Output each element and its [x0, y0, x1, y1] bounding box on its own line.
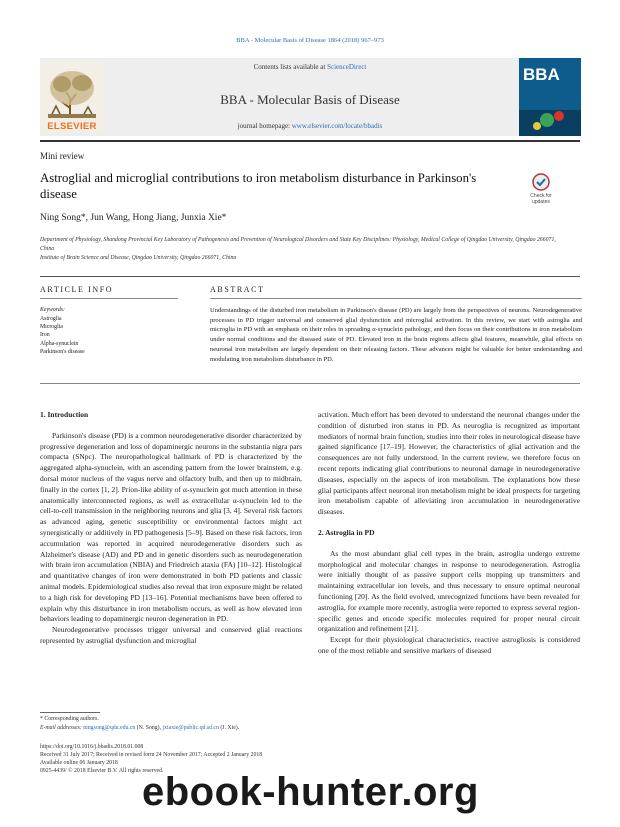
- affiliation-2: Institute of Brain Science and Disease, Qingdao University, Qingdao 266071, China: [40, 255, 237, 261]
- email-link-xie[interactable]: jxiaxie@public.qd.sd.cn: [162, 725, 219, 731]
- cover-text: BBA: [523, 65, 560, 84]
- affiliations: [40, 236, 570, 263]
- article-info-heading: ARTICLE INFO: [40, 285, 114, 294]
- check-updates-icon: [522, 172, 560, 206]
- received-dates: Received 31 July 2017; Received in revised form 24 November 2017; Accepted 2 January 2018: [40, 752, 263, 758]
- doi-link[interactable]: https://doi.org/10.1016/j.bbadis.2018.01.008: [40, 744, 144, 750]
- watermark-text: ebook-hunter.org: [142, 770, 479, 814]
- journal-reference[interactable]: BBA - Molecular Basis of Disease 1864 (2018) 967–973: [236, 37, 384, 44]
- homepage-prefix: journal homepage:: [237, 122, 292, 130]
- available-online: Available online 06 January 2018: [40, 760, 118, 766]
- sciencedirect-link[interactable]: ScienceDirect: [327, 63, 367, 71]
- check-for-updates-button[interactable]: [522, 172, 560, 206]
- keyword-item: Parkinson's disease: [40, 348, 85, 355]
- email-link-song[interactable]: ningsong@qdu.edu.cn: [83, 725, 136, 731]
- footnote-rule: [40, 712, 100, 713]
- introduction-heading: 1. Introduction: [40, 410, 89, 419]
- contents-prefix: Contents lists available at: [253, 63, 328, 71]
- body-paragraph: Neurodegenerative processes trigger universal and conserved glial reactions represented by astroglial dysfunction and microglial: [40, 625, 302, 645]
- homepage-line: [120, 122, 500, 130]
- astroglia-heading: 2. Astroglia in PD: [318, 527, 375, 537]
- article-info-rule: [40, 298, 178, 299]
- keyword-item: Astroglia: [40, 316, 62, 322]
- article-title: Astroglial and microglial contributions to iron metabolism disturbance in Parkinson's disease: [40, 171, 477, 201]
- body-paragraph: Except for their physiological characteristics, reactive astrogliosis is considered one of the most reliable and sensitive markers of diseased: [318, 635, 580, 655]
- keyword-item: Alpha-synuclein: [40, 340, 79, 347]
- copyright: 0925-4439/ © 2018 Elsevier B.V. All rights reserved.: [40, 768, 164, 774]
- body-column-left: [40, 410, 302, 647]
- info-top-rule: [40, 276, 580, 277]
- affiliation-1: Department of Physiology, Shandong Provincial Key Laboratory of Pathogenesis and Prevention of Neurological Disorders and State Key Disciplines: Physiology, Medical College of Qingdao University, Qingdao 266071, China: [40, 237, 556, 252]
- homepage-link[interactable]: www.elsevier.com/locate/bbadis: [291, 122, 383, 130]
- body-column-right: [318, 410, 580, 657]
- email-line: [40, 725, 239, 733]
- keyword-list: [40, 315, 85, 356]
- publisher-name: ELSEVIER: [47, 121, 97, 132]
- body-paragraph: Parkinson's disease (PD) is a common neurodegenerative disorder characterized by progressive degeneration and loss of dopaminergic neurons in the substantia nigra pars compacta (SNpc). The neuropathological hallmark of PD is characterized by the aggregated alpha-synuclein, with an ascending pattern from the lower brainstem, e.g. dorsal motor nucleus of the vagus nerve and olfactory bulb, and then up to midbrain, finally in the cortex [1, 2]. Prion-like ability of α-synuclein got much attention in these anatomically interconnected regions, as well as extracellular α-synuclein led to the cell-to-cell transmission in the neighboring neurons and glia [3, 4]. Several risk factors as advanced aging, genetic susceptibility or environmental factors might act synergistically or additively in PD pathogenesis [5–9]. Based on these risk factors, iron accumulation was reported in acquired neurodegenerative disorders such as Alzheimer's disease (AD) and PD and in genetic disorders such as neurodegeneration with brain iron accumulation (NBIA) and Friedreich ataxia (FA) [10–12]. Histological and quantitative changes of iron were demonstrated in both PD patients and classic animal models. Epidemiological studies also reveal that iron exposure might be related to a high risk for developing PD [13–16]. Potential mechanisms have been offered to explain why this disturbance in iron metabolism occurs, as well as how elevated iron behaviors leading to dopaminergic neuron degeneration in PD.: [40, 430, 302, 624]
- email-label: E-mail addresses:: [40, 725, 84, 731]
- check-updates-line2: updates: [532, 199, 550, 205]
- abstract-bottom-rule: [40, 383, 580, 384]
- body-paragraph: As the most abundant glial cell types in the brain, astroglia undergo extreme morphological and molecular changes in response to neurodegeneration. Astroglia were initially thought of as passive support cells mopping up transmitters and maintaining extracellular ion levels, and thus necessary to ensure optimal neuronal functioning [20]. As the field evolved, unrecognized functions have been revealed for astroglia, for example more recently, astroglia were reported to express several region-specific genes and encode specific molecules required for proper neural circuit organization and refinement [21].: [318, 548, 580, 634]
- keyword-item: Microglia: [40, 324, 63, 331]
- keywords-label: Keywords:: [40, 307, 65, 313]
- journal-title: BBA - Molecular Basis of Disease: [220, 92, 400, 107]
- contents-line: [120, 63, 500, 71]
- email-owner-song: (N. Song),: [135, 725, 163, 731]
- body-paragraph: activation. Much effort has been devoted to understand the neuronal changes under the condition of disturbed iron status in PD. As neuroglia is recognized as important mediators of normal brain function, studies into their roles in neurological disease have gained significance [17–19]. However, the characteristics of glial activation and the consequences are not fully understood. In the current review, we therefore focus on recent reports indicating glial contributions to neuronal damage in neurodegenerative diseases, especially on the aspects of iron metabolism. The explanations how these glial participants affect neuronal iron metabolism might be ideal prospects for targeting iron metabolism capable of alleviating iron accumulation in neurodegenerative diseases.: [318, 410, 580, 517]
- abstract-text: Understandings of the disturbed iron metabolism in Parkinson's disease (PD) are largely from the perspectives of neurons. Neurodegenerative processes in PD trigger universal and conserved glial dysfunction and microglial activation. In this review, we start with astroglia and microglia in PD with an emphasis on their roles in spreading α-synuclein pathology, and then focus on their contributions in iron metabolism under normal conditions and the diseased state of PD. Elevated iron in the brain regions affects glial features, meanwhile, glial effects on neuronal iron metabolism are largely dependent on their releasing factors. These advances might be valuable for better understanding and modulating iron metabolism disturbance in PD.: [210, 307, 582, 363]
- author-list: Ning Song*, Jun Wang, Hong Jiang, Junxia Xie*: [40, 213, 227, 223]
- abstract-rule: [210, 298, 582, 299]
- article-type: Mini review: [40, 151, 85, 161]
- corresponding-note: * Corresponding authors.: [40, 716, 99, 722]
- check-updates-line1: Check for: [530, 193, 552, 199]
- keyword-item: Iron: [40, 332, 50, 339]
- cover-art-icon: [519, 58, 581, 136]
- abstract-heading: ABSTRACT: [210, 285, 265, 294]
- email-owner-xie: (J. Xie).: [218, 725, 240, 731]
- header-rule: [40, 140, 580, 142]
- journal-cover: [519, 58, 581, 136]
